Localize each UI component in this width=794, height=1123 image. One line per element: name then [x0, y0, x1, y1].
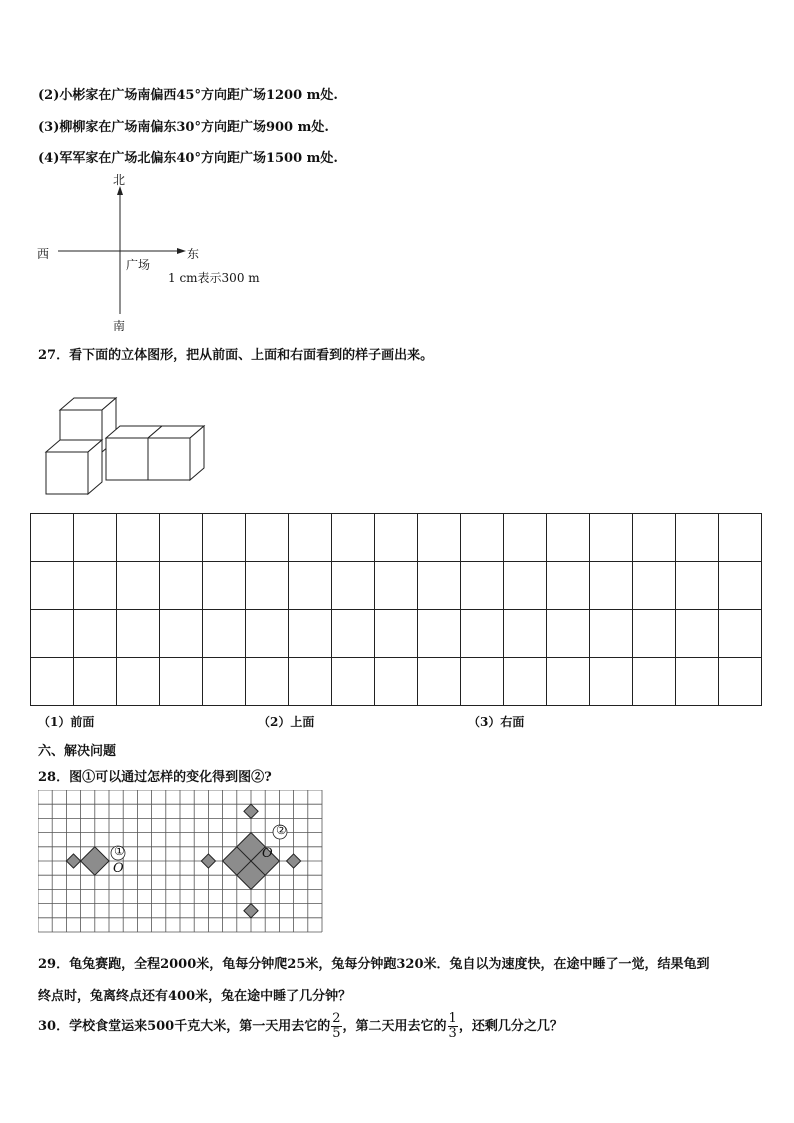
- fig1-origin: O: [113, 861, 124, 876]
- compass-center-label: 广场: [126, 258, 151, 272]
- frac2-numerator: 1: [448, 1011, 457, 1026]
- frac1-numerator: 2: [332, 1011, 341, 1026]
- section-heading: 六、解决问题: [38, 744, 117, 759]
- label-front: （1）前面: [38, 715, 95, 729]
- q30-text: [38, 1012, 563, 1042]
- east-arrow-icon: [177, 248, 186, 254]
- q29-line2: 终点时，兔离终点还有400米，兔在途中睡了几分钟？: [38, 989, 352, 1004]
- frac2-denominator: 3: [448, 1026, 457, 1041]
- label-right: （3）右面: [468, 715, 525, 729]
- fig1-label: ①: [114, 844, 125, 858]
- compass-south: 南: [113, 319, 126, 333]
- q29-line1: 29．龟兔赛跑，全程2000米，龟每分钟爬25米，兔每分钟跑320米．兔自以为速度快，在途中睡了一觉，结果龟到: [38, 957, 710, 972]
- transform-grid-figure: [38, 790, 326, 936]
- label-top: （2）上面: [258, 715, 315, 729]
- fig2-top-square: [244, 804, 258, 818]
- fraction-one-third: [448, 1012, 458, 1041]
- compass-diagram: [0, 0, 794, 340]
- q30-part3: ，还剩几分之几？: [458, 1019, 563, 1034]
- frac1-denominator: 5: [332, 1026, 341, 1041]
- compass-west: 西: [37, 247, 50, 261]
- fig2-label: ②: [276, 823, 287, 837]
- fig2-left-square: [201, 854, 215, 868]
- fig2-bottom-square: [244, 904, 258, 918]
- question-line-3: (3)柳柳家在广场南偏东30°方向距广场900 m处.: [38, 120, 329, 135]
- compass-east: 东: [187, 247, 200, 261]
- q30-part1: 30．学校食堂运来500千克大米，第一天用去它的: [38, 1019, 331, 1034]
- fig2-right-square: [287, 854, 301, 868]
- question-line-2: (2)小彬家在广场南偏西45°方向距广场1200 m处.: [38, 88, 338, 103]
- question-line-4: (4)军军家在广场北偏东40°方向距广场1500 m处.: [38, 151, 338, 166]
- q30-part2: ，第二天用去它的: [342, 1019, 447, 1034]
- q27-text: 27．看下面的立体图形，把从前面、上面和右面看到的样子画出来。: [38, 348, 434, 363]
- drawing-grid: [30, 513, 762, 706]
- scale-label: 1 cm表示300 m: [168, 271, 260, 285]
- fraction-two-fifths: [331, 1012, 341, 1041]
- q28-text: 28．图①可以通过怎样的变化得到图②?: [38, 770, 272, 785]
- fig1-small-square: [66, 854, 80, 868]
- fig1-big-square: [81, 847, 109, 875]
- cube-figure: [40, 388, 220, 503]
- fig2-origin: O: [262, 846, 273, 861]
- compass-north: 北: [113, 173, 126, 187]
